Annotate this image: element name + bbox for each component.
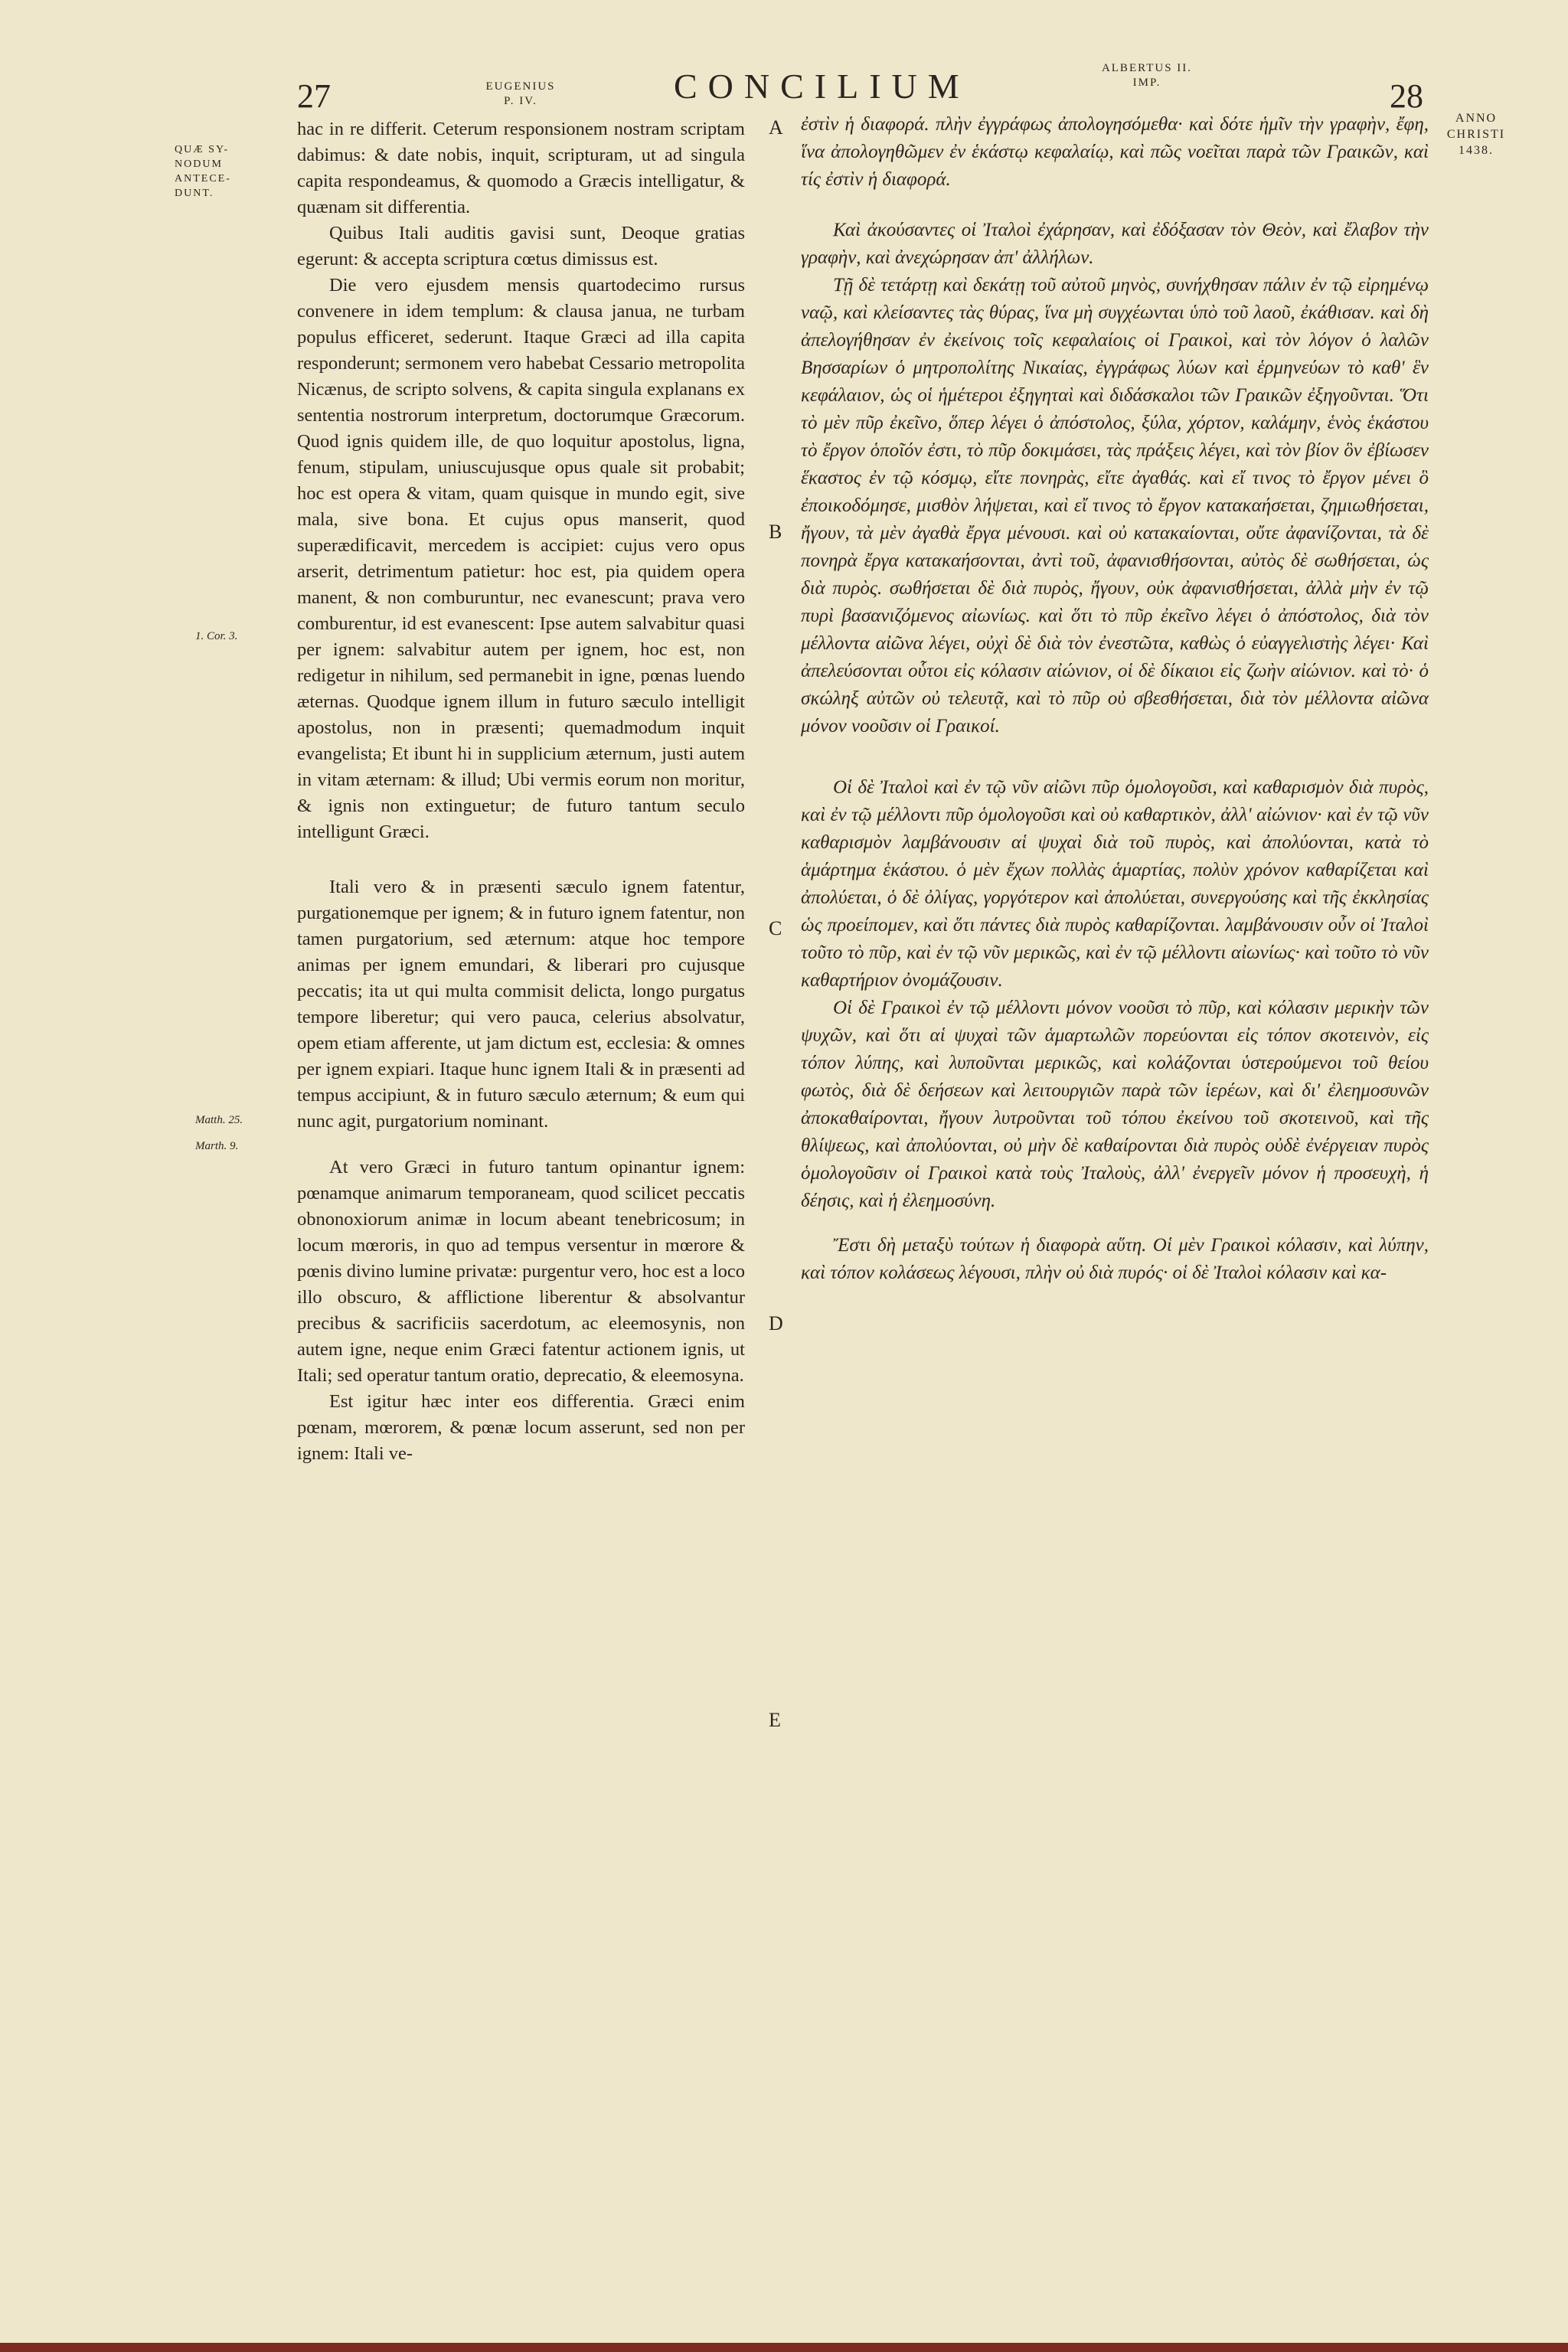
latin-paragraph: hac in re differit. Ceterum responsionem nostram scriptam dabimus: & date nobis, inquit, scripturam, ut ad singula capita respondeamus, & quomodo a Græcis intelligatur, & quænam sit differentia.	[297, 119, 745, 217]
greek-paragraph: Ἔστι δὴ μεταξὺ τούτων ἡ διαφορὰ αὕτη. Οἱ μὲν Γραικοὶ κόλασιν, καὶ λύπην, καὶ τόπον κολάσεως λέγουσι, πλὴν οὐ διὰ πυρός· οἱ δὲ Ἰταλοὶ κόλασιν καὶ κα-	[801, 1235, 1429, 1283]
latin-paragraph: Est igitur hæc inter eos differentia. Græci enim pœnam, mœrorem, & pœnæ locum asserunt, sed non per ignem: Itali ve-	[297, 1391, 745, 1464]
section-letter-a: A	[769, 116, 783, 139]
year-note-line2: CHRISTI	[1446, 128, 1506, 141]
greek-paragraph: Οἱ δὲ Γραικοὶ ἐν τῷ μέλλοντι μόνον νοοῦσι τὸ πῦρ, καὶ κόλασιν μερικὴν τῶν ψυχῶν, καὶ ὅτι αἱ ψυχαὶ τῶν ἁμαρτωλῶν πορεύονται εἰς τόπον σκοτεινὸν, εἰς τόπον λύπης, καὶ λυποῦνται μερικῶς, καὶ κολάζονται ὑστερούμενοι τοῦ θείου φωτὸς, διὰ δὲ δεήσεων καὶ λειτουργιῶν παρὰ τῶν ἱερέων, καὶ δι' ἐλεημοσυνῶν ἀποκαθαίρονται, ἤγουν λυτροῦνται τοῦ τόπου ἐκείνου τοῦ σκοτεινοῦ, καὶ τῆς θλίψεως, καὶ ἀπολύονται, οὐ μὴν δὲ καθαίρονται διὰ πυρὸς οὐδὲ ἐνέργειαν πυρὸς ὁμολογοῦσιν οἱ Γραικοὶ κατὰ τοὺς Ἰταλοὺς, ἀλλ' ἐνεργεῖν μόνον ἡ προσευχὴ, ἡ δέησις, καὶ ἡ ἐλεημοσύνη.	[801, 998, 1429, 1211]
latin-paragraph: Quibus Itali auditis gavisi sunt, Deoque gratias egerunt: & accepta scriptura cœtus dimissus est.	[297, 223, 745, 270]
page-number-right: 28	[1390, 77, 1423, 115]
greek-paragraph: Τῇ δὲ τετάρτῃ καὶ δεκάτῃ τοῦ αὐτοῦ μηνὸς, συνήχθησαν πάλιν ἐν τῷ εἰρημένῳ ναῷ, καὶ κλείσαντες τὰς θύρας, ἵνα μὴ συγχέωνται ὑπὸ τοῦ λαοῦ, ἐκάθισαν. καὶ δὴ ἀπελογήθησαν ἐν ἐκείνοις τοῖς κεφαλαίοις οἱ Γραικοὶ, καὶ τὸν λόγον ὁ λαλῶν Βησσαρίων ὁ μητροπολίτης Νικαίας, ἐγγράφως λύων καὶ ἑρμηνεύων τὸ καθ' ἓν κεφάλαιον, ὡς οἱ ἡμέτεροι ἐξηγηταὶ καὶ διδάσκαλοι τῶν Γραικῶν ἐξηγοῦνται. Ὅτι τὸ μὲν πῦρ ἐκεῖνο, ὅπερ λέγει ὁ ἀπόστολος, ξύλα, χόρτον, καλάμην, ἑνὸς ἑκάστου τὸ ἔργον ὁποῖόν ἐστι, τὸ πῦρ δοκιμάσει, τὰς πράξεις λέγει, καὶ τὸν βίον ὃν ἐβίωσεν ἕκαστος ἐν τῷ κόσμῳ, εἴτε πονηρὰς, εἴτε ἀγαθάς. καὶ εἴ τινος τὸ ἔργον μένει ὃ ἐποικοδόμησε, μισθὸν λήψεται, καὶ εἴ τινος τὸ ἔργον κατακαήσεται, ζημιωθήσεται, ἤγουν, τὰ μὲν ἀγαθὰ ἔργα μένουσι. καὶ οὐ κατακαίονται, οὔτε ἀφανίζονται, τὰ δὲ πονηρὰ ἔργα κατακαήσονται, ἀντὶ τοῦ, ἀφανισθήσονται, αὐτὸς δὲ σωθήσεται, ὡς διὰ πυρὸς. σωθήσεται δὲ διὰ πυρὸς, ἤγουν, οὐκ ἀφανισθήσεται, ἀλλὰ μὴν ἐν τῷ πυρὶ βασανιζόμενος αἰωνίως. καὶ ὅτι τὸ πῦρ ἐκεῖνο λέγει ὁ ἀπόστολος, διὰ τὸν μέλλοντα αἰῶνα λέγει, οὐχὶ δὲ διὰ τὸν ἐνεστῶτα, καθὼς ὁ εὐαγγελιστὴς λέγει· Καὶ ἀπελεύσονται οὗτοι εἰς κόλασιν αἰώνιον, οἱ δὲ δίκαιοι εἰς ζωὴν αἰώνιον. καὶ τὸ· ὁ σκώληξ αὐτῶν οὐ τελευτᾷ, καὶ τὸ πῦρ οὐ σβεσθήσεται, διὰ τὸν μέλλοντα αἰῶνα μόνον νοοῦσιν οἱ Γραικοί.	[801, 275, 1429, 737]
year-note-line1: ANNO	[1455, 112, 1498, 125]
running-head-right	[1086, 61, 1208, 90]
year-note-line3: 1438.	[1459, 144, 1494, 157]
page-title: CONCILIUM	[674, 67, 970, 106]
running-head-left-line2: P. IV.	[504, 95, 537, 107]
running-head-right-line1: ALBERTUS II.	[1101, 62, 1193, 74]
margin-note-cor: 1. Cor. 3.	[195, 630, 238, 642]
running-head-right-line2: IMP.	[1132, 77, 1161, 89]
latin-paragraph: Die vero ejusdem mensis quartodecimo rursus convenere in idem templum: & clausa janua, ne turbam populus efficeret, sederunt. Itaque Græci ad illa capita responderunt; sermonem vero habebat Cessario metropolita Nicænus, de scripto solvens, & capita singula explanans ex sententia nostrorum interpretum, doctorumque Græcorum. Quod ignis quidem ille, de quo loquitur apostolus, ligna, fenum, stipulam, uniuscujusque opus quale sit probabit; hoc est opera & vitam, quam quisque in mundo egit, sive mala, sive bona. Et cujus opus manserit, quod superædificavit, mercedem is accipiet: cujus vero opus arserit, detrimentum patietur: hoc est, pia quidem opera manent, & non comburuntur, nec evanescunt; prava vero comburentur, id est evanescent: Ipse autem salvabitur quasi per ignem: salvabitur autem per ignem, hoc est, non redigetur in nihilum, sed permanebit in igne, pœnas luendo æternas. Quodque ignem illum in futuro sæculo intelligit apostolus, non in præsenti; quemadmodum inquit evangelista; Et ibunt hi in supplicium æternum, justi autem in vitam æternam: & illud; Ubi vermis eorum non moritur, & ignis non extinguetur; de futuro tantum seculo intelligunt Græci.	[297, 275, 745, 842]
greek-column	[801, 111, 1429, 1287]
greek-paragraph: Καὶ ἀκούσαντες οἱ Ἰταλοὶ ἐχάρησαν, καὶ ἐδόξασαν τὸν Θεὸν, καὶ ἔλαβον τὴν γραφὴν, καὶ ἀνεχώρησαν ἀπ' ἀλλήλων.	[801, 220, 1429, 268]
margin-note-matth-25: Matth. 25.	[195, 1114, 243, 1126]
running-head-left	[459, 80, 582, 109]
running-head-left-line1: EUGENIUS	[485, 80, 556, 93]
latin-paragraph: At vero Græci in futuro tantum opinantur ignem: pœnamque animarum temporaneam, quod scilicet peccatis obnonoxiorum animæ in locum abeant tenebricosum; in locum mœroris, in quo ad tempus versentur in mœrore & pœnis divino lumine privatæ: purgentur vero, hoc est a loco illo obscuro, & afflictione liberentur & absolvantur precibus & sacrificiis sacerdotum, ac eleemosynis, non autem igne, neque enim Græci fatentur actionem ignis, ut Itali; sed operatur tantum oratio, deprecatio, & eleemosyna.	[297, 1157, 745, 1386]
section-letter-b: B	[769, 521, 782, 543]
latin-column	[297, 116, 745, 1467]
margin-note-matth-9: Marth. 9.	[195, 1140, 239, 1152]
latin-paragraph: Itali vero & in præsenti sæculo ignem fatentur, purgationemque per ignem; & in futuro ignem fatentur, non tamen purgatorium, sed æternum: atque hoc tempore animas per ignem emundari, & liberari pro cujusque peccatis; ita ut qui multa commisit delicta, longo purgatus tempore liberetur; qui vero pauca, celerius absolvatur, opem etiam afferente, ut jam dictum est, ecclesia: & omnes per ignem expiari. Itaque hunc ignem Itali & in præsenti ad tempus accipiunt, & in futuro sæculo æternum; & eum qui nunc agit, purgatorium nominant.	[297, 877, 745, 1132]
section-letter-c: C	[769, 917, 782, 939]
margin-note-quae-synodum	[175, 142, 289, 201]
page-number-left: 27	[297, 77, 331, 115]
margin-note-line: ANTECE-	[175, 173, 231, 185]
margin-note-line: DUNT.	[175, 188, 214, 199]
greek-paragraph: Οἱ δὲ Ἰταλοὶ καὶ ἐν τῷ νῦν αἰῶνι πῦρ ὁμολογοῦσι, καὶ καθαρισμὸν διὰ πυρὸς, καὶ ἐν τῷ μέλλοντι πῦρ ὁμολογοῦσι καὶ οὐ καθαρτικὸν, ἀλλ' αἰώνιον· καὶ ἐν τῷ νῦν καθαρισμὸν λαμβάνουσιν αἱ ψυχαὶ διὰ τοῦ πυρὸς, καὶ ἀπολύονται, κατὰ τὸ ἁμάρτημα ἑκάστου. ὁ μὲν ἔχων πολλὰς ἁμαρτίας, πολὺν χρόνον καθαρίζεται καὶ ἀπολύεται, ὁ δὲ ὀλίγας, γοργότερον καὶ ἀπολύεται, συνεργούσης καὶ τῆς ἐκκλησίας ὡς προείπομεν, καὶ ὅτι πάντες διὰ πυρὸς καθαρίζονται. λαμβάνουσιν οὖν οἱ Ἰταλοὶ τοῦτο τὸ πῦρ, καὶ ἐν τῷ νῦν μερικῶς, καὶ ἐν τῷ μέλλοντι αἰωνίως· καὶ τοῦτο τὸ νῦν καθαρτήριον ὀνομάζουσιν.	[801, 777, 1429, 991]
section-letter-e: E	[769, 1709, 781, 1731]
margin-note-line: QUÆ SY-	[175, 144, 230, 155]
margin-note-line: NODUM	[175, 158, 223, 170]
greek-paragraph: ἐστὶν ἡ διαφορά. πλὴν ἐγγράφως ἀπολογησόμεθα· καὶ δότε ἡμῖν τὴν γραφὴν, ἔφη, ἵνα ἀπολογηθῶμεν ἐν ἑκάστῳ κεφαλαίῳ, καὶ πῶς νοεῖται παρὰ τῶν Γραικῶν, καὶ τίς ἐστὶν ἡ διαφορά.	[801, 114, 1429, 190]
section-letter-d: D	[769, 1312, 783, 1334]
